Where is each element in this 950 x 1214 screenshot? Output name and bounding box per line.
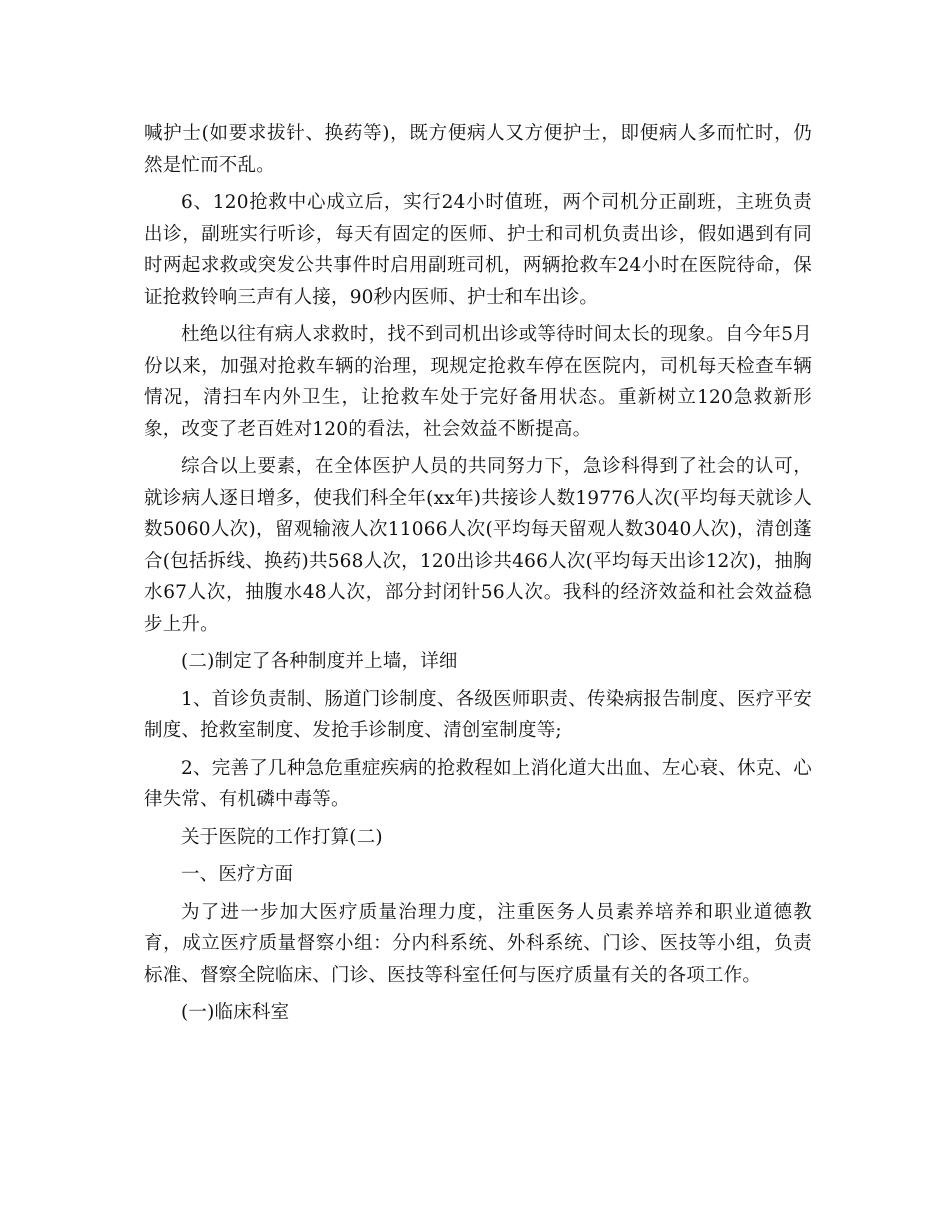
paragraph-summary: 综合以上要素，在全体医护人员的共同努力下，急诊科得到了社会的认可，就诊病人逐日增多，使我们科全年(xx年)共接诊人数19776人次(平均每天就诊人数5060人次)，留观输液人次11066人次(平均每天留观人数3040人次)，清创蓬合(包括拆线、换药)共568人次，120出诊共466人次(平均每天出诊12次)，抽胸水67人次，抽腹水48人次，部分封闭针56人次。我科的经济效益和社会效益稳步上升。 — [144, 456, 812, 635]
paragraph-item-1: 1、首诊负责制、肠道门诊制度、各级医师职责、传染病报告制度、医疗平安制度、抢救室制度、发抢手诊制度、清创室制度等; — [144, 688, 812, 741]
paragraph-continuation: 喊护士(如要求拔针、换药等)，既方便病人又方便护士，即便病人多而忙时，仍然是忙而不乱。 — [144, 123, 812, 176]
section-heading-clinical: (一)临床科室 — [181, 1002, 290, 1023]
paragraph-item-2: 2、完善了几种急危重症疾病的抢救程如上消化道大出血、左心衰、休克、心律失常、有机磷中毒等。 — [144, 757, 812, 810]
paragraph-ambulance: 杜绝以往有病人求救时，找不到司机出诊或等待时间太长的现象。自今年5月份以来，加强对抢救车辆的治理，现规定抢救车停在医院内，司机每天检查车辆情况，清扫车内外卫生，让抢救车处于完好备用状态。重新树立120急救新形象，改变了老百姓对120的看法，社会效益不断提高。 — [144, 324, 812, 440]
paragraph-item-6: 6、120抢救中心成立后，实行24小时值班，两个司机分正副班，主班负责出诊，副班实行听诊，每天有固定的医师、护士和司机负责出诊，假如遇到有同时两起求救或突发公共事件时启用副班司机，两辆抢救车24小时在医院待命，保证抢救铃响三声有人接，90秒内医师、护士和车出诊。 — [144, 192, 812, 308]
section-heading-medical: 一、医疗方面 — [181, 864, 294, 885]
document-subtitle: 关于医院的工作打算(二) — [181, 826, 383, 848]
document-body — [144, 118, 812, 1035]
section-heading-2: (二)制定了各种制度并上墙，详细 — [181, 651, 458, 672]
paragraph-quality: 为了进一步加大医疗质量治理力度，注重医务人员素养培养和职业道德教育，成立医疗质量督察小组：分内科系统、外科系统、门诊、医技等小组，负责标准、督察全院临床、门诊、医技等科室任何与医疗质量有关的各项工作。 — [144, 901, 812, 986]
